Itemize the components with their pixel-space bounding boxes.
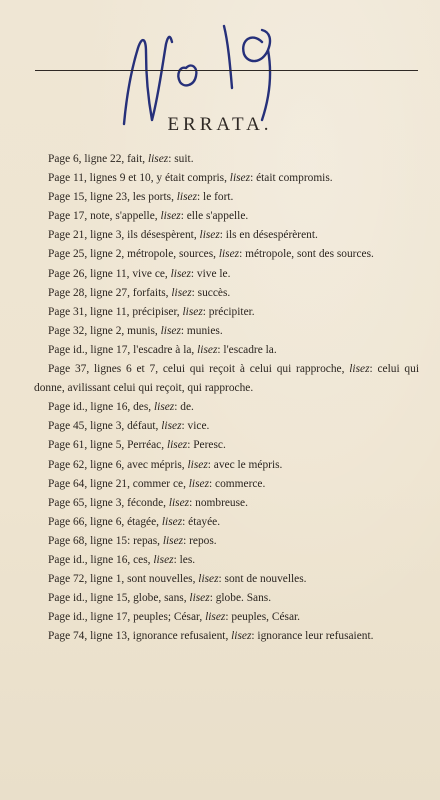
entry-correction: : munies. [180, 324, 223, 337]
errata-entry [34, 169, 419, 188]
lisez-label: lisez [188, 477, 210, 490]
entry-correction: : elle s'appelle. [180, 210, 249, 223]
entry-text: Page 72, ligne 1, sont nouvelles, [48, 573, 199, 586]
entry-correction: : nombreuse. [189, 496, 248, 509]
entry-text: Page 65, ligne 3, féconde, [48, 496, 169, 509]
entry-correction: : avec le mépris. [207, 458, 283, 471]
errata-entry [34, 207, 419, 226]
entry-text: Page 11, lignes 9 et 10, y était compris, [48, 172, 230, 185]
entry-correction: : sont de nouvelles. [218, 573, 307, 586]
entry-text: Page id., ligne 15, globe, sans, [48, 592, 190, 605]
entry-correction: : était compromis. [250, 172, 333, 185]
errata-entry [34, 398, 419, 417]
errata-entry [34, 303, 419, 322]
header-rule [35, 70, 418, 71]
lisez-label: lisez [229, 172, 251, 185]
entry-correction: : métropole, sont des sources. [239, 248, 374, 261]
lisez-label: lisez [349, 363, 370, 376]
lisez-label: lisez [198, 573, 219, 586]
lisez-label: lisez [166, 439, 188, 452]
errata-entry [34, 589, 419, 608]
lisez-label: lisez [161, 515, 183, 528]
lisez-label: lisez [231, 630, 252, 643]
lisez-label: lisez [199, 229, 220, 242]
entry-correction: : vive le. [190, 267, 231, 280]
errata-entry [34, 322, 419, 341]
entry-text: Page 21, ligne 3, ils désespèrent, [48, 229, 200, 242]
entry-correction: : étayée. [182, 515, 221, 528]
entry-correction: : ignorance leur refusaient. [251, 630, 374, 643]
errata-entry [34, 245, 419, 264]
entry-correction: : repos. [183, 534, 217, 547]
errata-entry [34, 284, 419, 303]
entry-text: Page 64, ligne 21, commer ce, [48, 477, 189, 490]
lisez-label: lisez [161, 420, 182, 433]
entry-text: Page 61, ligne 5, Perréac, [48, 439, 167, 452]
entry-correction: : précipiter. [202, 305, 255, 318]
lisez-label: lisez [205, 611, 226, 624]
errata-entry [34, 570, 419, 589]
entry-text: Page 17, note, s'appelle, [48, 210, 161, 223]
errata-title: ERRATA. [167, 113, 273, 135]
errata-entry [34, 265, 419, 284]
entry-text: Page id., ligne 17, l'escadre à la, [48, 343, 198, 356]
entry-correction: : le fort. [197, 191, 234, 204]
lisez-label: lisez [160, 324, 181, 337]
lisez-label: lisez [197, 343, 218, 356]
lisez-label: lisez [171, 286, 192, 299]
entry-text: Page 68, ligne 15: repas, [48, 534, 163, 547]
errata-entry [34, 341, 419, 360]
errata-entry [34, 188, 419, 207]
entry-text: Page 74, ligne 13, ignorance refusaient, [48, 630, 232, 643]
entry-text: Page 37, lignes 6 et 7, celui qui reçoit à celui qui rapproche, [48, 363, 350, 376]
lisez-label: lisez [168, 496, 190, 509]
lisez-label: lisez [176, 191, 198, 204]
entry-text: Page 62, ligne 6, avec mépris, [48, 458, 188, 471]
entry-correction: : commerce. [209, 477, 266, 490]
entry-text: Page id., ligne 16, des, [48, 401, 154, 414]
errata-entry [34, 456, 419, 475]
entry-correction: : vice. [181, 420, 210, 433]
entry-correction: : Peresc. [187, 439, 226, 452]
entry-text: Page id., ligne 16, ces, [48, 553, 154, 566]
lisez-label: lisez [160, 210, 181, 223]
entry-correction: : globe. Sans. [209, 592, 272, 605]
errata-entry [34, 150, 419, 169]
lisez-label: lisez [189, 592, 210, 605]
lisez-label: lisez [162, 534, 184, 547]
entry-text: Page 32, ligne 2, munis, [48, 324, 161, 337]
entry-text: Page 26, ligne 11, vive ce, [48, 267, 171, 280]
entry-correction: : celui qui donne, avilissant celui qui reçoit, qui rapproche. [34, 363, 419, 395]
errata-entry [34, 513, 419, 532]
entry-text: Page 31, ligne 11, précipiser, [48, 305, 183, 318]
errata-entry [34, 494, 419, 513]
errata-entry [34, 360, 419, 398]
lisez-label: lisez [170, 267, 191, 280]
lisez-label: lisez [218, 248, 240, 261]
errata-entry [34, 608, 419, 627]
lisez-label: lisez [147, 153, 169, 165]
errata-entry [34, 226, 419, 245]
errata-list [34, 150, 419, 646]
entry-correction: : les. [173, 553, 196, 566]
entry-text: Page 66, ligne 6, étagée, [48, 515, 162, 528]
entry-text: Page 28, ligne 27, forfaits, [48, 286, 172, 299]
errata-entry [34, 417, 419, 436]
entry-correction: : suit. [168, 153, 194, 165]
entry-text: Page 45, ligne 3, défaut, [48, 420, 162, 433]
entry-text: Page 25, ligne 2, métropole, sources, [48, 248, 219, 261]
errata-entry [34, 551, 419, 570]
entry-text: Page 15, ligne 23, les ports, [48, 191, 177, 204]
entry-correction: : peuples, César. [225, 611, 301, 624]
lisez-label: lisez [153, 401, 175, 414]
lisez-label: lisez [153, 553, 174, 566]
entry-correction: : ils en désespérèrent. [219, 229, 318, 242]
errata-entry [34, 532, 419, 551]
entry-correction: : l'escadre la. [217, 343, 277, 356]
errata-entry [34, 475, 419, 494]
entry-text: Page 6, ligne 22, fait, [48, 153, 148, 165]
entry-text: Page id., ligne 17, peuples; César, [48, 611, 206, 624]
entry-correction: : succès. [191, 286, 231, 299]
lisez-label: lisez [187, 458, 208, 471]
lisez-label: lisez [182, 305, 203, 318]
errata-entry [34, 627, 419, 646]
entry-correction: : de. [174, 401, 194, 414]
errata-entry [34, 436, 419, 455]
